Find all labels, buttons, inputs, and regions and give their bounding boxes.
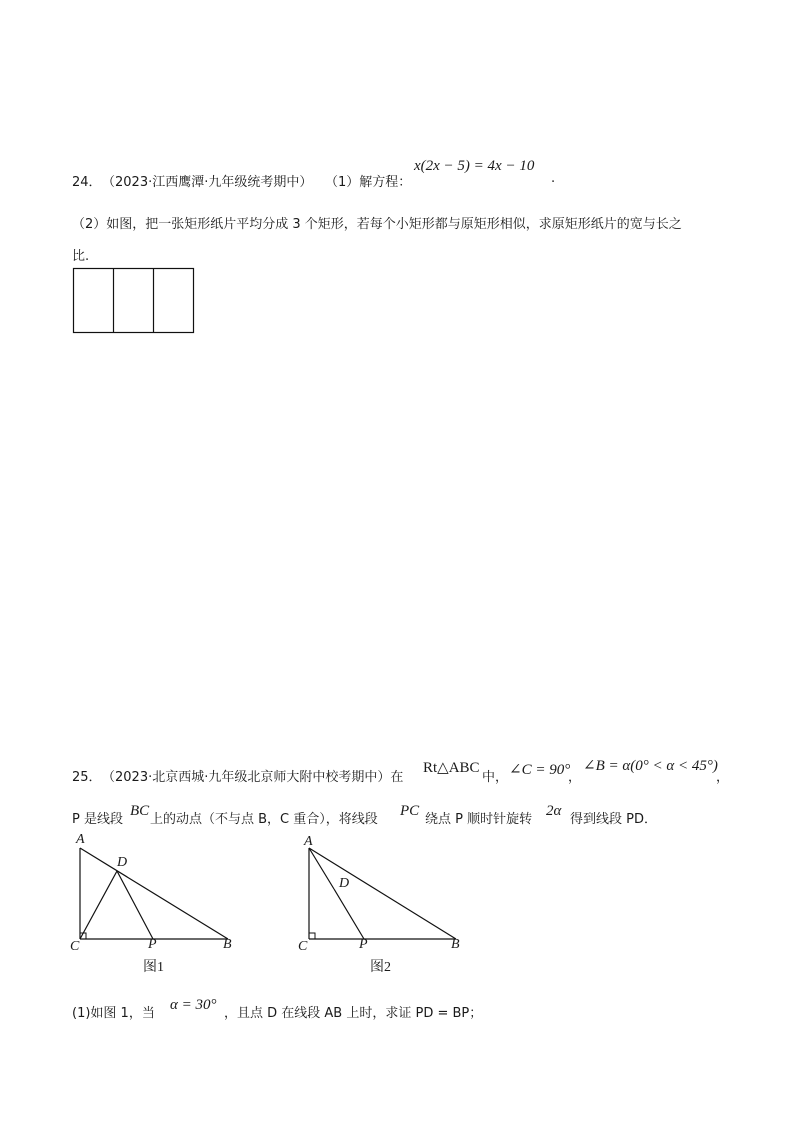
q25-angle-b: ∠B = α(0° < α < 45°) (583, 758, 718, 774)
figure-2 (309, 848, 456, 939)
q25-alpha-eq: α = 30° (170, 997, 217, 1013)
q25-comma2: ， (716, 770, 730, 785)
fig2-label-p: P (359, 937, 368, 952)
fig1-label-p: P (148, 937, 157, 952)
fig2-right-angle-mark (309, 933, 315, 939)
q25-number: 25． (72, 770, 102, 785)
q25-line2-c: 绕点 P 顺时针旋转 (425, 812, 533, 827)
q25-seg-pc: PC (400, 803, 420, 819)
q25-seg-bc: BC (130, 803, 150, 819)
fig1-caption: 图1 (143, 960, 164, 975)
fig1-label-a: A (76, 832, 85, 847)
fig2-label-a: A (304, 834, 313, 849)
q24-number: 24． (72, 175, 102, 190)
q25-line2-d: 得到线段 PD． (570, 812, 657, 827)
q25-rt-triangle: Rt△ABC (423, 760, 480, 776)
figure-1 (80, 848, 228, 939)
q25-part1-b: ，且点 D 在线段 AB 上时，求证 PD = BP； (224, 1006, 483, 1021)
fig2-label-c: C (298, 939, 308, 954)
q25-part1-a: (1)如图 1，当 (72, 1006, 155, 1021)
q24-part1-label: （1）解方程： (325, 175, 412, 190)
fig1-seg-cd (80, 871, 117, 939)
q25-line2-b: 上的动点（不与点 B，C 重合），将线段 (150, 812, 378, 827)
fig2-caption: 图2 (370, 960, 391, 975)
q25-two-alpha: 2α (546, 803, 562, 819)
fig2-seg-dp (334, 889, 364, 939)
fig1-label-d: D (117, 855, 128, 870)
q24-part2-line2: 比. (72, 249, 90, 264)
fig1-side-ab (80, 848, 228, 939)
q24-source: （2023·江西鹰潭·九年级统考期中） (102, 175, 313, 190)
q25-angle-c: ∠C = 90° (509, 762, 571, 778)
q25-comma1: ， (568, 770, 582, 785)
fig1-label-b: B (223, 937, 232, 952)
fig2-label-d: D (339, 876, 350, 891)
q25-mid1: 中， (482, 770, 509, 785)
q24-part2-line1: （2）如图，把一张矩形纸片平均分成 3 个矩形，若每个小矩形都与原矩形相似，求原矩形纸片的宽与长之 (72, 217, 682, 232)
fig1-label-c: C (70, 939, 80, 954)
q25-source: （2023·北京西城·九年级北京师大附中校考期中）在 (102, 770, 404, 785)
q25-line2-a: P 是线段 (72, 812, 123, 827)
q24-period: . (551, 171, 556, 186)
fig2-label-b: B (451, 937, 460, 952)
q24-equation: x(2x − 5) = 4x − 10 (414, 158, 535, 174)
fig2-side-ab (309, 848, 456, 939)
fig2-seg-ad (309, 848, 334, 889)
